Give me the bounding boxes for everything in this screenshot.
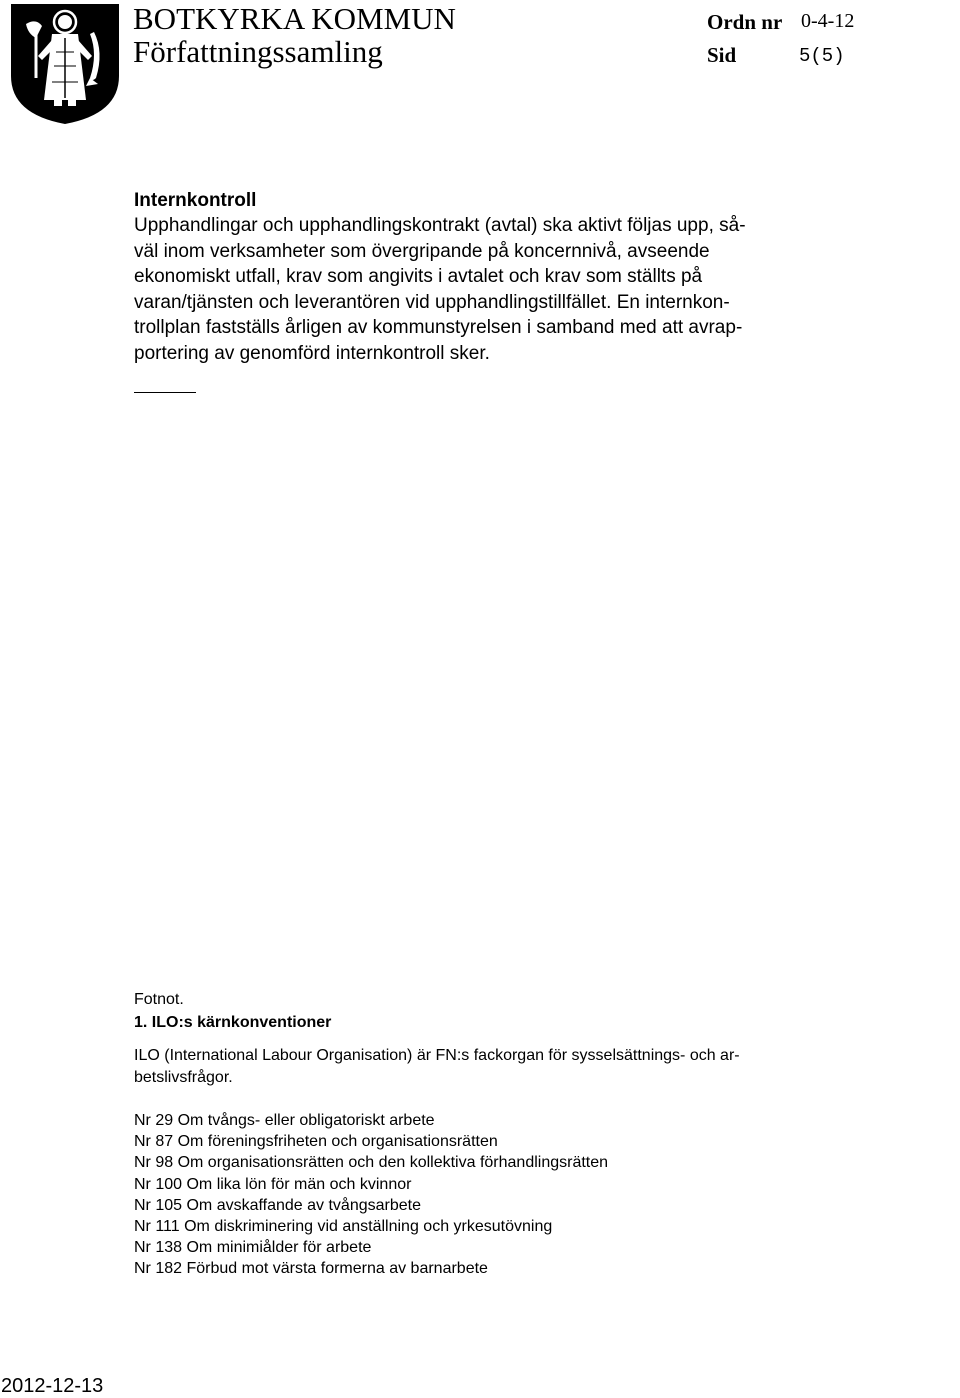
list-item: Nr 87 Om föreningsfriheten och organisationsrätten bbox=[134, 1133, 498, 1151]
paragraph-line: väl inom verksamheter som övergripande på koncernnivå, avseende bbox=[134, 240, 710, 262]
ordn-nr-value: 0-4-12 bbox=[801, 10, 855, 32]
list-item: Nr 100 Om lika lön för män och kvinnor bbox=[134, 1175, 412, 1193]
list-item: Nr 111 Om diskriminering vid anställning och yrkesutövning bbox=[134, 1218, 553, 1236]
list-item: Nr 182 Förbud mot värsta formerna av barnarbete bbox=[134, 1260, 488, 1278]
page-number: 5(5) bbox=[799, 45, 845, 67]
paragraph-line: trollplan fastställs årligen av kommunstyrelsen i samband med att avrap- bbox=[134, 317, 743, 338]
list-item: Nr 105 Om avskaffande av tvångsarbete bbox=[134, 1196, 421, 1214]
paragraph-line: ekonomiskt utfall, krav som angivits i avtalet och krav som ställts på bbox=[134, 266, 703, 287]
list-item: Nr 29 Om tvångs- eller obligatoriskt arbete bbox=[134, 1112, 435, 1129]
convention-list bbox=[134, 1110, 608, 1280]
paragraph-line: Upphandlingar och upphandlingskontrakt (avtal) ska aktivt följas upp, så- bbox=[134, 215, 746, 236]
organization-name: BOTKYRKA KOMMUN bbox=[133, 1, 456, 36]
coat-of-arms-icon bbox=[8, 2, 122, 126]
list-item: Nr 98 Om organisationsrätten och den kollektiva förhandlingsrätten bbox=[134, 1154, 609, 1172]
footnote-line: betslivsfrågor. bbox=[134, 1068, 233, 1086]
list-item: Nr 138 Om minimiålder för arbete bbox=[134, 1239, 372, 1257]
paragraph-line: varan/tjänsten och leverantören vid upphandlingstillfället. En internkon- bbox=[134, 291, 730, 313]
body-paragraph bbox=[134, 213, 854, 366]
section-divider bbox=[134, 392, 196, 393]
page-date: 2012-12-13 bbox=[1, 1375, 104, 1397]
section-heading: Internkontroll bbox=[134, 190, 257, 211]
footnote-line: ILO (International Labour Organisation) är FN:s fackorgan för sysselsättnings- och ar- bbox=[134, 1047, 740, 1064]
footnote-paragraph bbox=[134, 1045, 854, 1088]
page-label: Sid bbox=[707, 43, 737, 67]
collection-name: Författningssamling bbox=[133, 34, 383, 69]
footnote-label: Fotnot. bbox=[134, 991, 184, 1008]
footnote-heading: 1. ILO:s kärnkonventioner bbox=[134, 1014, 332, 1031]
ordn-nr-label: Ordn nr bbox=[707, 10, 783, 34]
paragraph-line: portering av genomförd internkontroll sker. bbox=[134, 342, 490, 364]
